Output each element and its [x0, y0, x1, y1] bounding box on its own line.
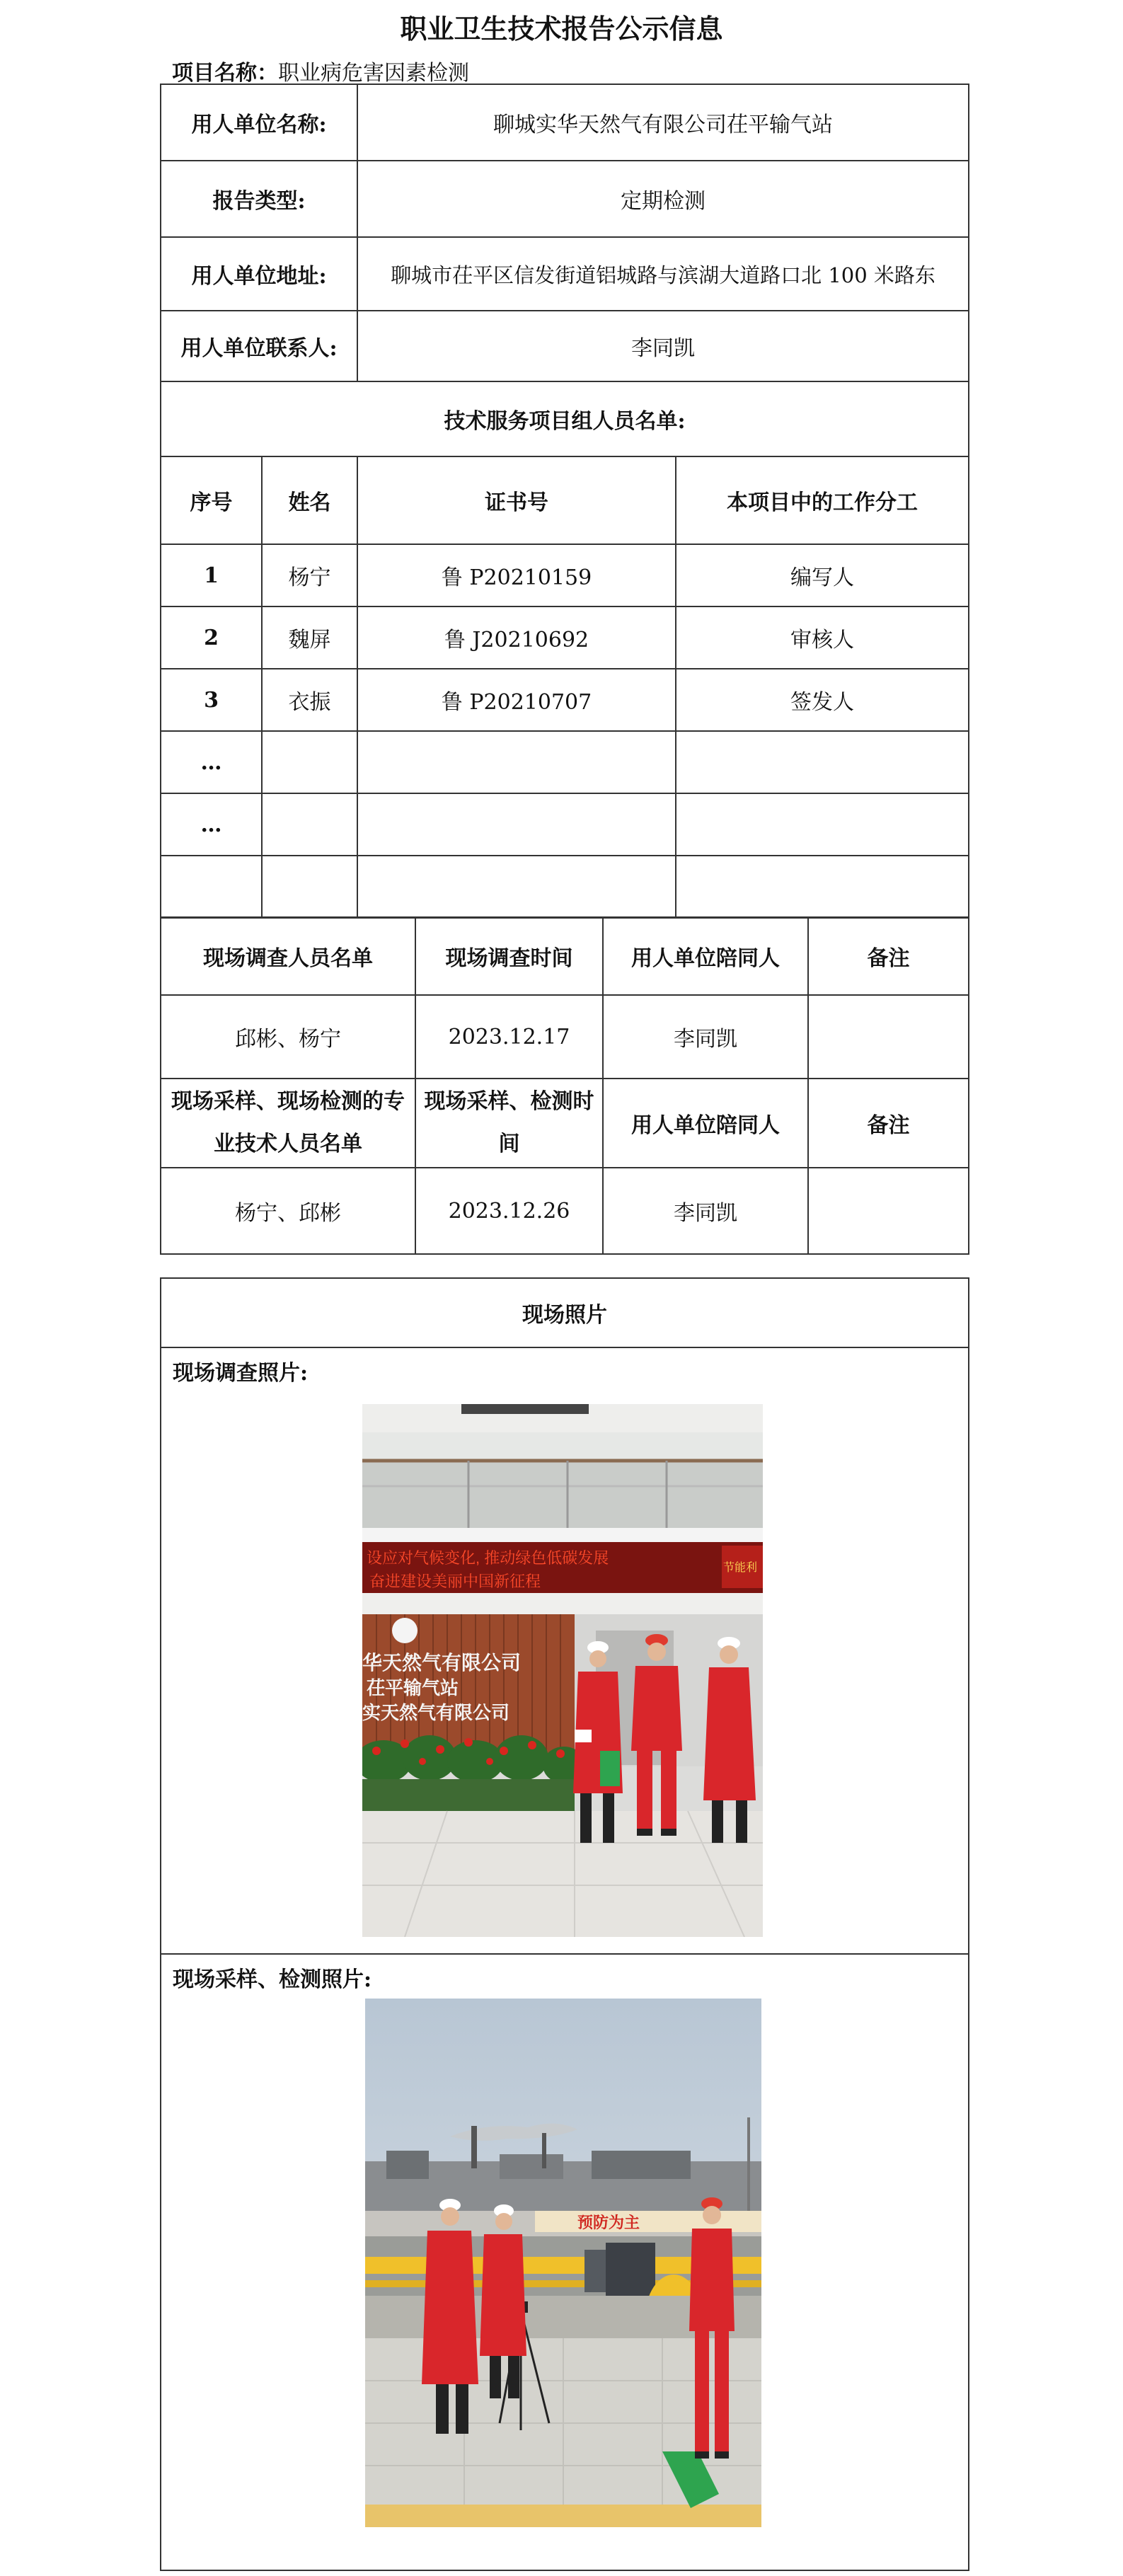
sampling-photo-cell — [161, 1954, 969, 2570]
survey-cell: 李同凯 — [603, 995, 808, 1079]
sampling-header: 用人单位陪同人 — [603, 1079, 808, 1168]
team-cell — [676, 856, 969, 918]
team-cell — [262, 793, 357, 856]
sampling-cell — [808, 1168, 969, 1254]
team-cell: 编写人 — [676, 544, 969, 606]
table-row — [161, 606, 969, 669]
photo-heading-row — [161, 1278, 969, 1347]
photo-table — [160, 1277, 969, 2571]
survey-cell: 邱彬、杨宁 — [161, 995, 415, 1079]
info-value: 聊城市茌平区信发街道铝城路与滨湖大道路口北 100 米路东 — [357, 237, 969, 311]
team-cell: 魏屏 — [262, 606, 357, 669]
team-header: 姓名 — [262, 456, 357, 544]
photo1-screen-right: 节能利 — [723, 1562, 758, 1574]
project-name-value: 职业病危害因素检测 — [278, 61, 469, 86]
survey-table — [160, 916, 969, 1255]
sampling-photo-row — [161, 1954, 969, 2570]
survey-cell: 2023.12.17 — [415, 995, 603, 1079]
info-label: 用人单位联系人: — [161, 311, 357, 381]
team-header: 证书号 — [357, 456, 676, 544]
team-header: 本项目中的工作分工 — [676, 456, 969, 544]
photo1-sign-line2: 茌平输气站 — [367, 1677, 459, 1698]
team-cell — [357, 856, 676, 918]
sampling-cell: 杨宁、邱彬 — [161, 1168, 415, 1254]
info-value: 定期检测 — [357, 161, 969, 237]
photo1-screen-line1: 设应对气候变化, 推动绿色低碳发展 — [367, 1549, 609, 1567]
team-cell: 2 — [161, 606, 262, 669]
sampling-photo-image — [365, 1999, 761, 2527]
table-row — [161, 669, 969, 731]
info-label: 报告类型: — [161, 161, 357, 237]
table-row — [161, 856, 969, 918]
info-row — [161, 311, 969, 381]
sampling-header: 备注 — [808, 1079, 969, 1168]
team-cell — [676, 793, 969, 856]
team-cell: 鲁 P20210159 — [357, 544, 676, 606]
team-header: 序号 — [161, 456, 262, 544]
survey-header: 现场调查时间 — [415, 917, 603, 995]
sampling-photo-label: 现场采样、检测照片: — [173, 1967, 372, 1992]
survey-photo-row — [161, 1347, 969, 1954]
team-heading-row — [161, 381, 969, 456]
team-cell: … — [161, 793, 262, 856]
info-label: 用人单位地址: — [161, 237, 357, 311]
team-cell — [262, 856, 357, 918]
table-row — [161, 544, 969, 606]
project-name-label: 项目名称： — [172, 61, 278, 86]
sampling-cell: 2023.12.26 — [415, 1168, 603, 1254]
info-row — [161, 161, 969, 237]
photo2-banner: 预防为主 — [577, 2214, 640, 2231]
survey-header-row — [161, 917, 969, 995]
team-cell: 鲁 P20210707 — [357, 669, 676, 731]
sampling-photo — [365, 1999, 761, 2527]
team-header-row — [161, 456, 969, 544]
team-cell — [357, 793, 676, 856]
team-cell: 3 — [161, 669, 262, 731]
team-cell — [357, 731, 676, 793]
info-label: 用人单位名称: — [161, 84, 357, 161]
survey-photo — [362, 1404, 763, 1937]
team-cell: 衣振 — [262, 669, 357, 731]
team-cell — [262, 731, 357, 793]
survey-photo-image — [362, 1404, 763, 1937]
team-cell: … — [161, 731, 262, 793]
document-title: 职业卫生技术报告公示信息 — [400, 13, 723, 45]
sampling-row — [161, 1168, 969, 1254]
survey-photo-label: 现场调查照片: — [173, 1361, 309, 1386]
survey-header: 用人单位陪同人 — [603, 917, 808, 995]
info-value: 李同凯 — [357, 311, 969, 381]
sampling-header: 现场采样、检测时间 — [415, 1079, 603, 1168]
photo1-sign-line1: 华天然气有限公司 — [362, 1652, 522, 1674]
photo1-screen-line2: 奋进建设美丽中国新征程 — [369, 1572, 541, 1590]
info-row — [161, 237, 969, 311]
sampling-cell: 李同凯 — [603, 1168, 808, 1254]
project-name — [172, 55, 469, 86]
team-cell: 1 — [161, 544, 262, 606]
team-cell: 签发人 — [676, 669, 969, 731]
info-row — [161, 84, 969, 161]
photo-heading: 现场照片 — [161, 1278, 969, 1347]
sampling-header: 现场采样、现场检测的专业技术人员名单 — [161, 1079, 415, 1168]
team-cell: 杨宁 — [262, 544, 357, 606]
survey-header: 备注 — [808, 917, 969, 995]
survey-photo-cell — [161, 1347, 969, 1954]
team-cell: 鲁 J20210692 — [357, 606, 676, 669]
table-row — [161, 793, 969, 856]
team-cell — [161, 856, 262, 918]
team-heading: 技术服务项目组人员名单: — [161, 381, 969, 456]
survey-row — [161, 995, 969, 1079]
info-table — [160, 84, 969, 919]
team-cell: 审核人 — [676, 606, 969, 669]
survey-cell — [808, 995, 969, 1079]
table-row — [161, 731, 969, 793]
photo1-sign-line3: 实天然气有限公司 — [362, 1702, 510, 1723]
survey-header: 现场调查人员名单 — [161, 917, 415, 995]
team-cell — [676, 731, 969, 793]
info-value: 聊城实华天然气有限公司茌平输气站 — [357, 84, 969, 161]
sampling-header-row — [161, 1079, 969, 1168]
